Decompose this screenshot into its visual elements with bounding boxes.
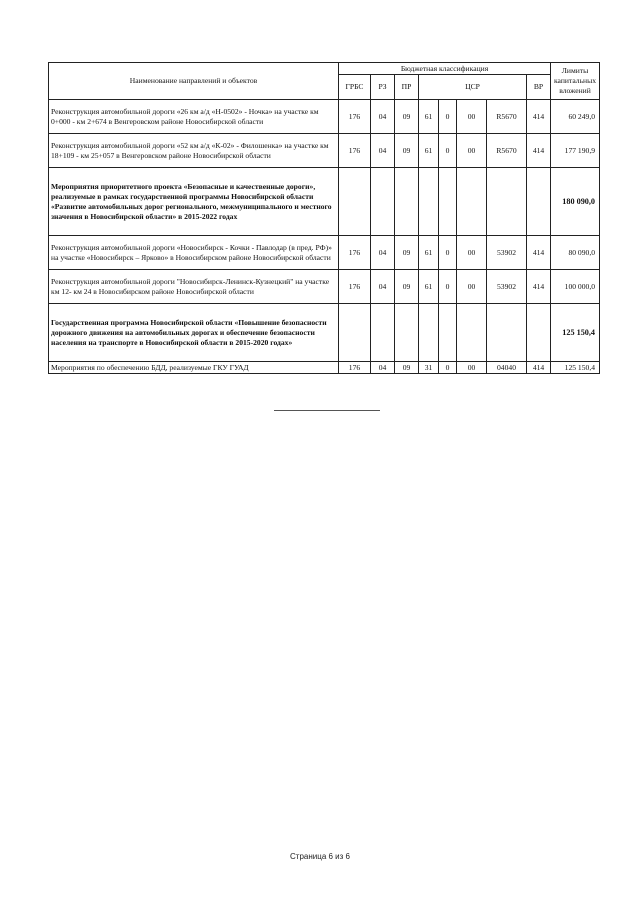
csr-part-3-cell: [457, 304, 487, 362]
csr-part-2-cell: 0: [439, 236, 457, 270]
object-name: Реконструкция автомобильной дороги "Новосибирск-Ленинск-Кузнецкий" на участке км 12- км 24 в Новосибирском районе Новосибирской области: [49, 270, 339, 304]
limit-cell: 180 090,0: [551, 168, 600, 236]
budget-allocation-table: [48, 62, 600, 374]
table-row: [49, 236, 600, 270]
vr-cell: 414: [527, 362, 551, 374]
csr-part-1-cell: [419, 304, 439, 362]
limit-cell: 125 150,4: [551, 362, 600, 374]
csr-part-3-cell: 00: [457, 100, 487, 134]
csr-part-3-cell: 00: [457, 236, 487, 270]
limit-cell: 125 150,4: [551, 304, 600, 362]
program-name: Государственная программа Новосибирской области «Повышение безопасности дорожного движения на автомобильных дорогах и обеспечение безопасности населения на транспорте в Новосибирской области в 2015-2020 годах»: [49, 304, 339, 362]
grbs-cell: 176: [339, 270, 371, 304]
csr-part-1-cell: 61: [419, 270, 439, 304]
csr-part-3-cell: 00: [457, 362, 487, 374]
table-row: [49, 134, 600, 168]
rz-cell: 04: [371, 236, 395, 270]
pr-cell: [395, 168, 419, 236]
rz-cell: 04: [371, 270, 395, 304]
vr-cell: 414: [527, 134, 551, 168]
program-row: [49, 304, 600, 362]
limit-cell: 177 190,9: [551, 134, 600, 168]
header-vr: ВР: [527, 75, 551, 100]
rz-cell: [371, 168, 395, 236]
grbs-cell: 176: [339, 100, 371, 134]
rz-cell: [371, 304, 395, 362]
vr-cell: 414: [527, 236, 551, 270]
page-number-footer: Страница 6 из 6: [290, 852, 350, 861]
limit-cell: 80 090,0: [551, 236, 600, 270]
pr-cell: 09: [395, 362, 419, 374]
csr-part-2-cell: [439, 304, 457, 362]
csr-part-1-cell: 61: [419, 134, 439, 168]
csr-part-4-cell: 53902: [487, 270, 527, 304]
csr-part-1-cell: 61: [419, 100, 439, 134]
pr-cell: [395, 304, 419, 362]
object-name: Реконструкция автомобильной дороги «Новосибирск - Кочки - Павлодар (в пред. РФ)» на участке «Новосибирск – Ярково» в Новосибирском районе Новосибирской области: [49, 236, 339, 270]
csr-part-4-cell: 04040: [487, 362, 527, 374]
grbs-cell: 176: [339, 362, 371, 374]
csr-part-4-cell: R5670: [487, 100, 527, 134]
rz-cell: 04: [371, 362, 395, 374]
csr-part-3-cell: 00: [457, 270, 487, 304]
pr-cell: 09: [395, 100, 419, 134]
object-name: Реконструкция автомобильной дороги «52 км а/д «К-02» - Филошенка» на участке км 18+109 - км 25+057 в Венгеровском районе Новосибирской области: [49, 134, 339, 168]
csr-part-1-cell: 61: [419, 236, 439, 270]
pr-cell: 09: [395, 270, 419, 304]
table-row: [49, 362, 600, 374]
table-row: [49, 100, 600, 134]
program-name: Мероприятия приоритетного проекта «Безопасные и качественные дороги», реализуемые в рамках государственной программы Новосибирской области «Развитие автомобильных дорог регионального, межмуниципального и местного значения в Новосибирской области» в 2015-2022 годах: [49, 168, 339, 236]
grbs-cell: 176: [339, 236, 371, 270]
header-rz: РЗ: [371, 75, 395, 100]
csr-part-2-cell: 0: [439, 134, 457, 168]
header-limits: Лимиты капитальных вложений: [551, 63, 600, 100]
csr-part-4-cell: R5670: [487, 134, 527, 168]
program-row: [49, 168, 600, 236]
vr-cell: [527, 304, 551, 362]
csr-part-4-cell: 53902: [487, 236, 527, 270]
csr-part-2-cell: 0: [439, 362, 457, 374]
table-header-row: [49, 63, 600, 75]
header-csr: ЦСР: [419, 75, 527, 100]
rz-cell: 04: [371, 134, 395, 168]
csr-part-1-cell: 31: [419, 362, 439, 374]
vr-cell: 414: [527, 270, 551, 304]
table-row: [49, 270, 600, 304]
csr-part-2-cell: 0: [439, 100, 457, 134]
csr-part-4-cell: [487, 168, 527, 236]
header-name: Наименование направлений и объектов: [49, 63, 339, 100]
vr-cell: 414: [527, 100, 551, 134]
grbs-cell: [339, 304, 371, 362]
section-divider: [274, 410, 380, 411]
csr-part-3-cell: 00: [457, 134, 487, 168]
rz-cell: 04: [371, 100, 395, 134]
object-name: Реконструкция автомобильной дороги «26 км а/д «Н-0502» - Ночка» на участке км 0+000 - км 2+674 в Венгеровском районе Новосибирской области: [49, 100, 339, 134]
csr-part-2-cell: 0: [439, 270, 457, 304]
pr-cell: 09: [395, 236, 419, 270]
csr-part-1-cell: [419, 168, 439, 236]
csr-part-2-cell: [439, 168, 457, 236]
header-grbs: ГРБС: [339, 75, 371, 100]
csr-part-3-cell: [457, 168, 487, 236]
grbs-cell: 176: [339, 134, 371, 168]
header-budget-classification: Бюджетная классификация: [339, 63, 551, 75]
pr-cell: 09: [395, 134, 419, 168]
vr-cell: [527, 168, 551, 236]
csr-part-4-cell: [487, 304, 527, 362]
object-name: Мероприятия по обеспечению БДД, реализуемые ГКУ ГУАД: [49, 362, 339, 374]
limit-cell: 100 000,0: [551, 270, 600, 304]
header-pr: ПР: [395, 75, 419, 100]
grbs-cell: [339, 168, 371, 236]
limit-cell: 60 249,0: [551, 100, 600, 134]
